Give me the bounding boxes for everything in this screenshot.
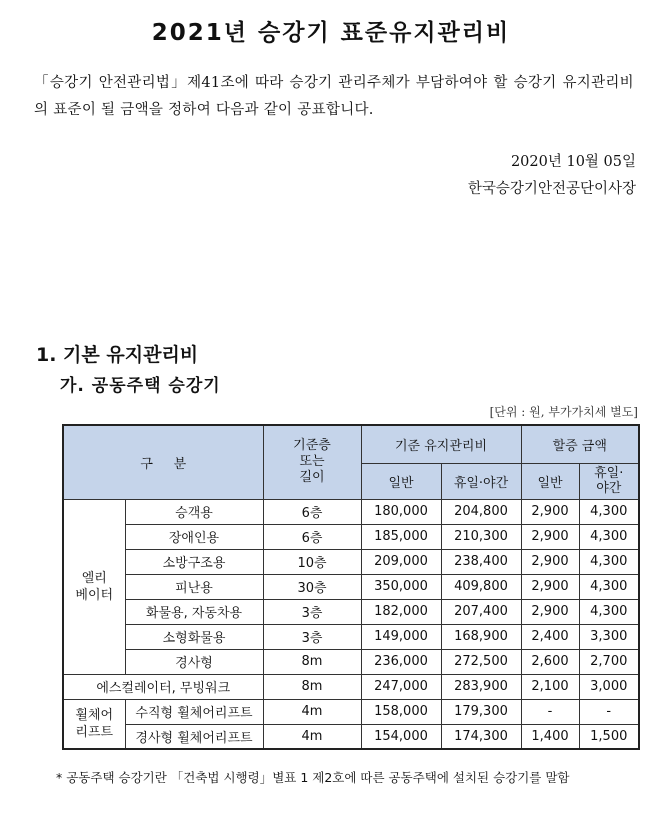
row-holiday: 272,500 <box>441 649 521 674</box>
maintenance-cost-table <box>62 424 640 750</box>
row-holiday: 179,300 <box>441 699 521 724</box>
row-general: 236,000 <box>361 649 441 674</box>
row-extra-general: 1,400 <box>521 724 579 749</box>
row-holiday: 238,400 <box>441 549 521 574</box>
table-row <box>63 624 639 649</box>
row-extra-general: 2,100 <box>521 674 579 699</box>
row-standard: 30층 <box>263 574 361 599</box>
row-type: 장애인용 <box>125 524 263 549</box>
header-extra-holiday: 휴일· 야간 <box>579 463 639 499</box>
row-standard: 6층 <box>263 499 361 524</box>
header-category: 구 분 <box>63 425 263 499</box>
row-extra-holiday: 4,300 <box>579 499 639 524</box>
table-row <box>63 599 639 624</box>
row-holiday: 409,800 <box>441 574 521 599</box>
table-row <box>63 499 639 524</box>
table-row <box>63 724 639 749</box>
row-general: 209,000 <box>361 549 441 574</box>
row-extra-holiday: 2,700 <box>579 649 639 674</box>
row-holiday: 207,400 <box>441 599 521 624</box>
row-extra-general: 2,400 <box>521 624 579 649</box>
row-standard: 4m <box>263 724 361 749</box>
table-row <box>63 649 639 674</box>
document-title: 2021년 승강기 표준유지관리비 <box>151 20 511 46</box>
row-extra-holiday: 4,300 <box>579 599 639 624</box>
row-extra-holiday: 3,000 <box>579 674 639 699</box>
section-heading: 1. 기본 유지관리비 <box>36 344 199 366</box>
row-type: 화물용, 자동차용 <box>125 599 263 624</box>
header-general: 일반 <box>361 463 441 499</box>
group-wheelchair: 휠체어 리프트 <box>63 699 125 749</box>
row-type: 소방구조용 <box>125 549 263 574</box>
row-general: 350,000 <box>361 574 441 599</box>
row-standard: 6층 <box>263 524 361 549</box>
unit-note: [단위 : 원, 부가가치세 별도] <box>489 405 638 419</box>
group-elevator: 엘리 베이터 <box>63 499 125 674</box>
row-standard: 8m <box>263 649 361 674</box>
row-general: 247,000 <box>361 674 441 699</box>
footnote: * 공동주택 승강기란 「건축법 시행령」별표 1 제2호에 따른 공동주택에 설치된 승강기를 말함 <box>56 770 570 785</box>
row-type: 경사형 휠체어리프트 <box>125 724 263 749</box>
row-type: 승객용 <box>125 499 263 524</box>
row-extra-general: 2,900 <box>521 524 579 549</box>
table-row <box>63 674 639 699</box>
row-holiday: 210,300 <box>441 524 521 549</box>
row-general: 158,000 <box>361 699 441 724</box>
row-general: 182,000 <box>361 599 441 624</box>
row-extra-holiday: 4,300 <box>579 524 639 549</box>
row-type: 피난용 <box>125 574 263 599</box>
header-extra-general: 일반 <box>521 463 579 499</box>
row-holiday: 168,900 <box>441 624 521 649</box>
row-extra-general: 2,900 <box>521 574 579 599</box>
row-standard: 4m <box>263 699 361 724</box>
row-general: 185,000 <box>361 524 441 549</box>
header-extra-cost: 할증 금액 <box>521 425 639 463</box>
row-extra-holiday: 4,300 <box>579 574 639 599</box>
row-holiday: 174,300 <box>441 724 521 749</box>
header-holiday: 휴일·야간 <box>441 463 521 499</box>
row-type: 경사형 <box>125 649 263 674</box>
signature-line: 한국승강기안전공단이사장 <box>467 181 636 197</box>
row-extra-holiday: 3,300 <box>579 624 639 649</box>
table-row <box>63 549 639 574</box>
row-general: 149,000 <box>361 624 441 649</box>
row-standard: 3층 <box>263 599 361 624</box>
row-extra-holiday: - <box>579 699 639 724</box>
header-standard: 기준층 또는 길이 <box>263 425 361 499</box>
header-base-cost: 기준 유지관리비 <box>361 425 521 463</box>
row-standard: 3층 <box>263 624 361 649</box>
table-row <box>63 524 639 549</box>
row-holiday: 283,900 <box>441 674 521 699</box>
subsection-heading: 가. 공동주택 승강기 <box>60 376 221 396</box>
table-row <box>63 574 639 599</box>
row-standard: 8m <box>263 674 361 699</box>
row-extra-holiday: 4,300 <box>579 549 639 574</box>
row-type: 수직형 휠체어리프트 <box>125 699 263 724</box>
row-type: 소형화물용 <box>125 624 263 649</box>
row-extra-general: 2,600 <box>521 649 579 674</box>
intro-paragraph: 「승강기 안전관리법」제41조에 따라 승강기 관리주체가 부담하여야 할 승강기 유지관리비의 표준이 될 금액을 정하여 다음과 같이 공표합니다. <box>34 75 634 118</box>
row-extra-general: 2,900 <box>521 549 579 574</box>
row-extra-general: 2,900 <box>521 599 579 624</box>
row-standard: 10층 <box>263 549 361 574</box>
row-extra-general: - <box>521 699 579 724</box>
row-holiday: 204,800 <box>441 499 521 524</box>
group-escalator: 에스컬레이터, 무빙워크 <box>63 674 263 699</box>
table-row <box>63 699 639 724</box>
row-general: 180,000 <box>361 499 441 524</box>
row-extra-holiday: 1,500 <box>579 724 639 749</box>
row-extra-general: 2,900 <box>521 499 579 524</box>
row-general: 154,000 <box>361 724 441 749</box>
announcement-date: 2020년 10월 05일 <box>510 154 636 170</box>
